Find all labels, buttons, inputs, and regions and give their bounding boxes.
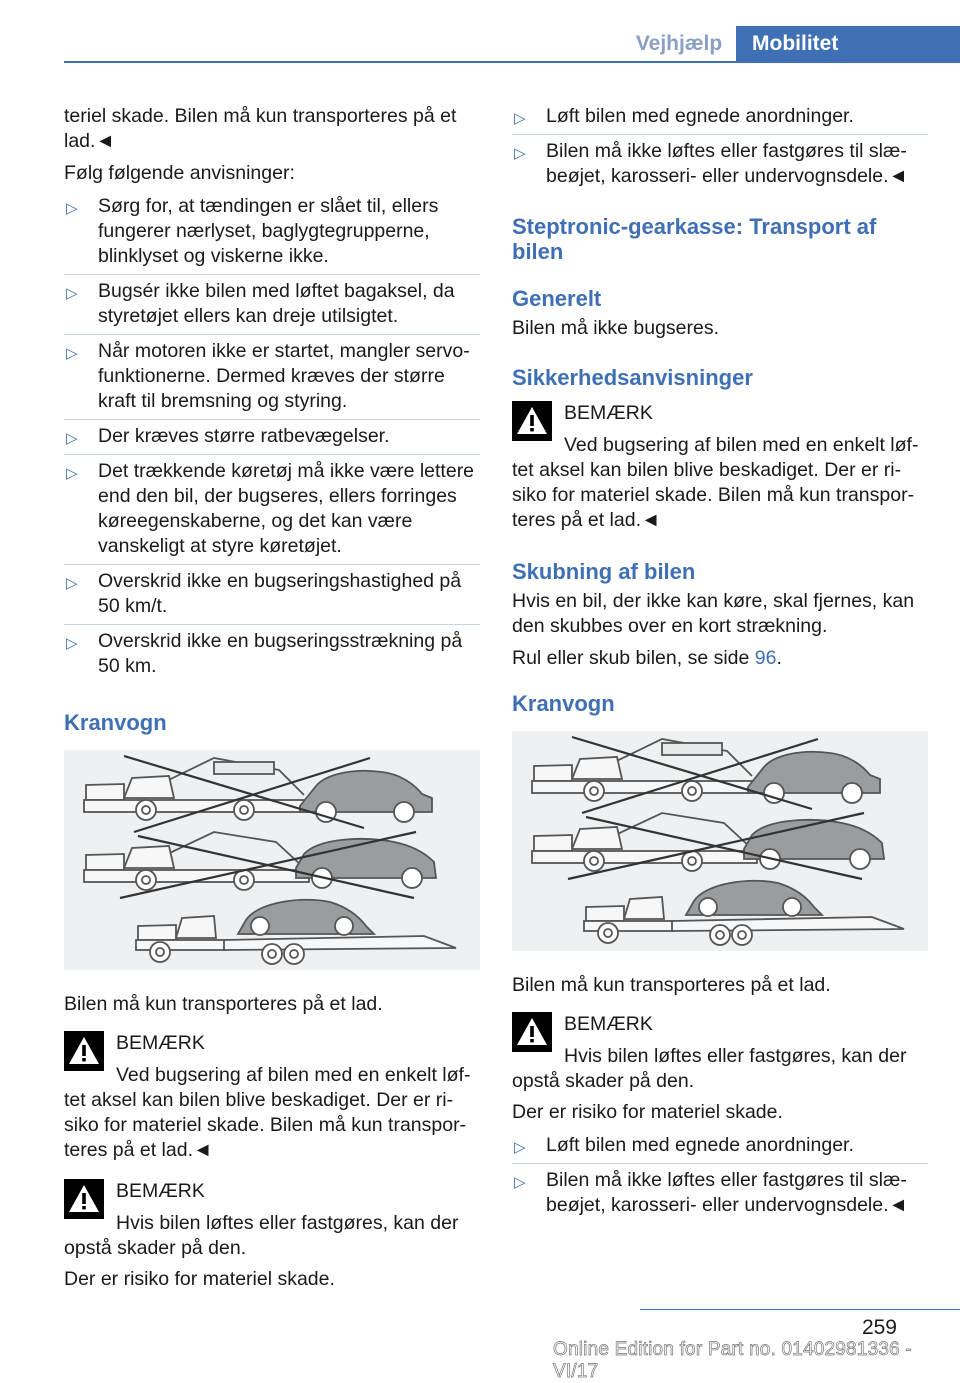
right-column [512,104,928,1223]
page-section-title: Steptronic-gearkasse: Transport af bilen [512,214,877,264]
lifting-list [512,104,928,194]
notice-title: BEMÆRK [116,1180,205,1202]
intro-paragraph: teriel skade. Bilen må kun transporteres på et lad.◄ [64,105,457,152]
notice-title: BEMÆRK [116,1032,205,1054]
list-item: ▷ Når motoren ikke er startet, mangler servofunktionerne. Dermed kræves der større kraft til bremsning og styring. [64,335,480,420]
see-page-reference: Rul eller skub bilen, se side 96. [512,647,782,669]
triangle-bullet-icon: ▷ [66,345,78,362]
tab-vejhjaelp[interactable]: Vejhjælp [622,26,736,62]
notice-body: Hvis bilen løftes eller fastgøres, kan der opstå skader på den. [512,1045,907,1092]
header-rule [64,61,960,63]
page-link[interactable]: 96 [754,647,777,669]
list-item: ▷ Bilen må ikke løftes eller fastgøres til slæbeøjet, karosseri- eller undervognsdele.◄ [514,1169,908,1216]
instruction-list [64,190,480,684]
lifting-list [512,1129,928,1223]
warning-icon [64,1031,104,1071]
triangle-bullet-icon: ▷ [514,145,526,162]
triangle-bullet-icon: ▷ [66,575,78,592]
page-number: 259 [861,1316,897,1339]
list-item: ▷ Løft bilen med egnede anordninger. [512,1129,928,1164]
notice-body: Hvis bilen løftes eller fastgøres, kan der opstå skader på den. [64,1212,459,1259]
left-column [64,104,480,1299]
warning-notice [512,401,928,533]
triangle-bullet-icon: ▷ [66,465,78,482]
warning-icon [512,1012,552,1052]
closing-text: Der er risiko for materiel skade. [512,1101,783,1123]
list-item: ▷ Overskrid ikke en bugseringsstrækning på 50 km. [66,630,463,677]
list-item: ▷ Løft bilen med egnede anordninger. [512,104,928,135]
instructions-lead: Følg følgende anvisninger: [64,162,295,184]
skubning-text: Hvis en bil, der ikke kan køre, skal fjernes, kan den skubbes over en kort strækning. [512,590,915,637]
list-item: ▷ Overskrid ikke en bugseringshastighed på 50 km/t. [64,565,480,625]
warning-icon [512,401,552,441]
warning-notice [64,1179,480,1261]
figure-caption: Bilen må kun transporteres på et lad. [512,974,831,996]
notice-body: Ved bugsering af bilen med en enkelt løftet aksel kan bilen blive beskadiget. Der er risiko for materiel skade. Bilen må kun transporteres på et lad.◄ [64,1064,471,1161]
list-item: ▷ Sørg for, at tændingen er slået til, ellers fungerer nærlyset, baglygtegrupperne, blinklyset og viskerne ikke. [64,190,480,275]
generelt-text: Bilen må ikke bugseres. [512,317,720,339]
notice-title: BEMÆRK [564,1013,653,1035]
footer-rule [640,1309,960,1310]
list-item: ▷ Bilen må ikke løftes eller fastgøres til slæbeøjet, karosseri- eller undervognsdele.◄ [514,140,908,187]
closing-text: Der er risiko for materiel skade. [64,1268,335,1290]
warning-notice [64,1031,480,1163]
triangle-bullet-icon: ▷ [514,110,526,127]
triangle-bullet-icon: ▷ [66,200,78,217]
notice-body: Ved bugsering af bilen med en enkelt løftet aksel kan bilen blive beskadiget. Der er risiko for materiel skade. Bilen må kun transporteres på et lad.◄ [512,434,919,531]
triangle-bullet-icon: ▷ [514,1174,526,1191]
section-heading-sikkerhed: Sikkerhedsanvisninger [512,365,753,390]
section-heading-kranvogn: Kranvogn [64,710,167,735]
triangle-bullet-icon: ▷ [66,635,78,652]
notice-title: BEMÆRK [564,402,653,424]
figure-caption: Bilen må kun transporteres på et lad. [64,993,383,1015]
list-item: ▷ Der kræves større ratbevægelser. [64,420,480,455]
list-item: ▷ Det trækkende køretøj må ikke være lettere end den bil, der bugseres, ellers forringes køreegenskaberne, og det kan være vanskeligt at styre køretøjet. [64,455,480,565]
section-heading-kranvogn: Kranvogn [512,691,615,716]
edition-watermark: Online Edition for Part no. 01402981336 - VI/17 [553,1339,912,1382]
tow-truck-illustration [64,750,480,970]
tow-truck-illustration [512,731,928,951]
warning-icon [64,1179,104,1219]
warning-notice [512,1012,928,1094]
section-heading-skubning: Skubning af bilen [512,559,696,584]
triangle-bullet-icon: ▷ [66,285,78,302]
triangle-bullet-icon: ▷ [66,430,78,447]
tab-mobilitet[interactable]: Mobilitet [736,26,960,62]
list-item: ▷ Bugsér ikke bilen med løftet bagaksel, da styretøjet ellers kan dreje utilsigtet. [64,275,480,335]
section-heading-generelt: Generelt [512,286,602,311]
triangle-bullet-icon: ▷ [514,1139,526,1156]
